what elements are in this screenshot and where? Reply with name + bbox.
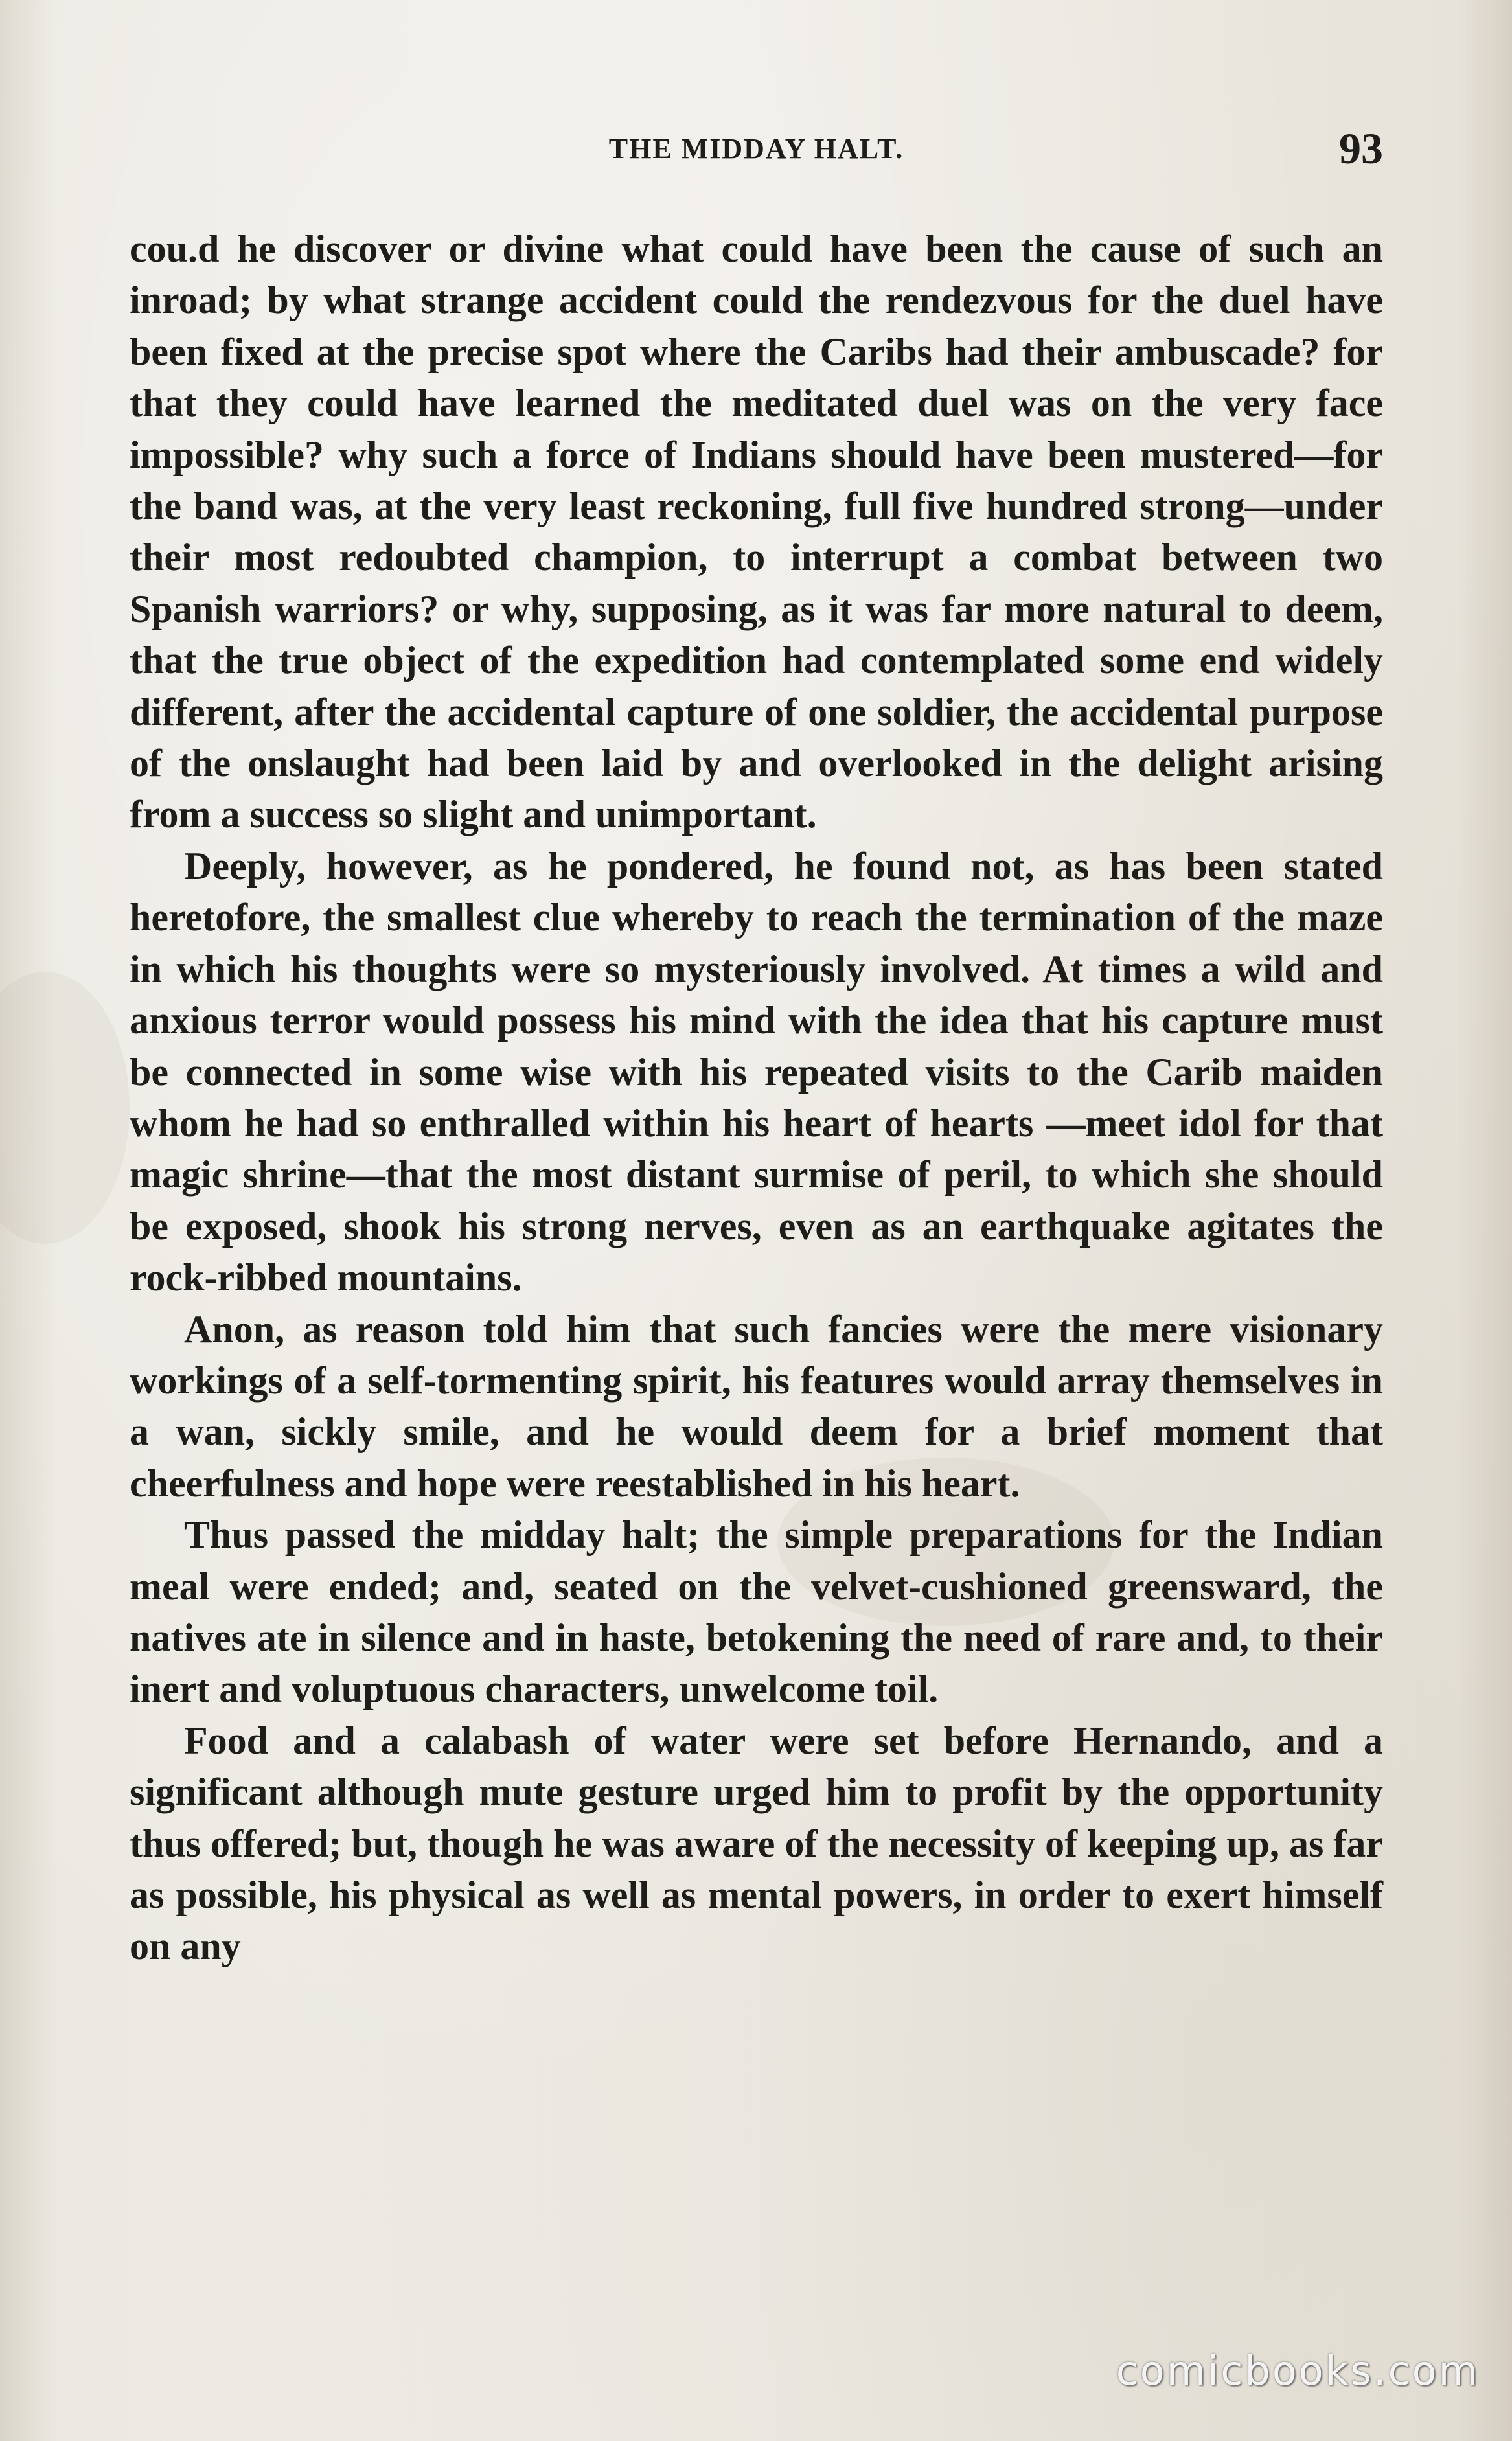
page-number: 93 bbox=[1339, 124, 1383, 173]
running-title: THE MIDDAY HALT. bbox=[608, 133, 904, 165]
paragraph: Thus passed the midday halt; the simple preparations for the Indian meal were ended; and, seated on the velvet-cushioned greensward, the natives ate in silence and in haste, betokening the need of rare and, to their inert and voluptuous characters, unwelcome toil. bbox=[130, 1513, 1383, 1711]
body-text bbox=[130, 223, 1383, 1973]
paragraph: Food and a calabash of water were set before Hernando, and a significant although mute gesture urged him to profit by the opportunity thus offered; but, though he was aware of the necessity of keeping up, as far as possible, his physical as well as mental powers, in order to exert himself on any bbox=[130, 1719, 1383, 1968]
paragraph: cou.d he discover or divine what could have been the cause of such an inroad; by what strange accident could the rendezvous for the duel have been fixed at the precise spot where the Caribs had their ambuscade? for that they could have learned the meditated duel was on the very face impossible? why such a force of Indians should have been mustered—for the band was, at the very least reckoning, full five hundred strong—under their most redoubted champion, to interrupt a combat between two Spanish warriors? or why, supposing, as it was far more natural to deem, that the true object of the expedition had contemplated some end widely different, after the accidental capture of one soldier, the accidental purpose of the onslaught had been laid by and overlooked in the delight arising from a success so slight and unimportant. bbox=[130, 227, 1383, 836]
paper-stain bbox=[0, 972, 130, 1244]
page-header bbox=[130, 124, 1383, 173]
watermark: comicbooks.com bbox=[1116, 2347, 1480, 2394]
paragraph: Deeply, however, as he pondered, he found not, as has been stated heretofore, the smallest clue whereby to reach the termination of the maze in which his thoughts were so mysteriously involved. At times a wild and anxious terror would possess his mind with the idea that his capture must be connected in some wise with his repeated visits to the Carib maiden whom he had so enthralled within his heart of hearts —meet idol for that magic shrine—that the most distant surmise of peril, to which she should be exposed, shook his strong nerves, even as an earthquake agitates the rock-ribbed mountains. bbox=[130, 844, 1383, 1300]
paragraph: Anon, as reason told him that such fancies were the mere visionary workings of a self-tormenting spirit, his features would array themselves in a wan, sickly smile, and he would deem for a brief moment that cheerfulness and hope were reestablished in his heart. bbox=[130, 1307, 1383, 1505]
